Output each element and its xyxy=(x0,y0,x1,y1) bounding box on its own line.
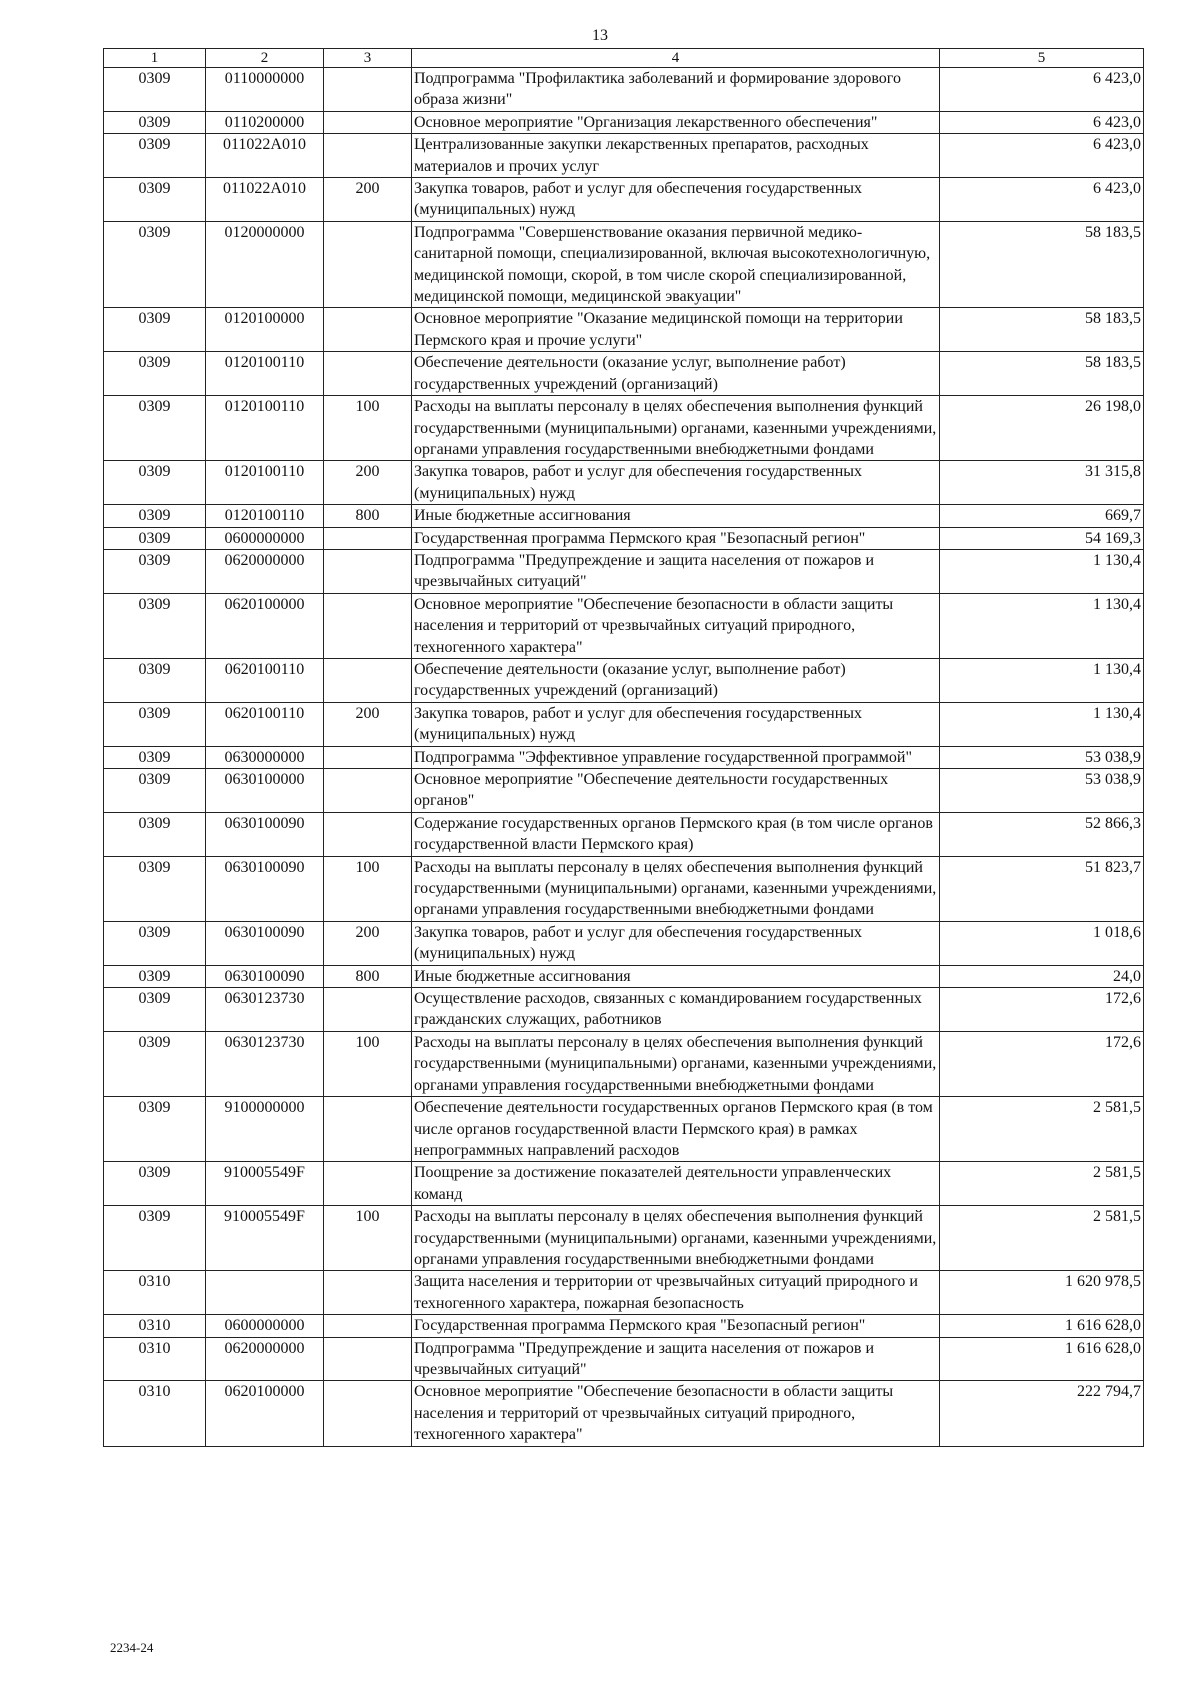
item-name-cell: Основное мероприятие "Обеспечение безопасности в области защиты населения и территорий от чрезвычайных ситуаций природного, техногенного характера" xyxy=(412,593,940,658)
section-code-cell: 0309 xyxy=(104,461,206,505)
item-name-cell: Закупка товаров, работ и услуг для обеспечения государственных (муниципальных) нужд xyxy=(412,461,940,505)
expense-type-cell: 100 xyxy=(324,396,412,461)
amount-cell: 2 581,5 xyxy=(940,1162,1144,1206)
target-code-cell: 0120100000 xyxy=(206,308,324,352)
expense-type-cell xyxy=(324,68,412,112)
item-name-cell: Расходы на выплаты персоналу в целях обеспечения выполнения функций государственными (муниципальными) органами, казенными учреждениями, органами управления государственными внебюджетными фондами xyxy=(412,1031,940,1096)
expense-type-cell xyxy=(324,111,412,133)
target-code-cell: 0620000000 xyxy=(206,1337,324,1381)
table-row xyxy=(104,1337,1144,1381)
expense-type-cell xyxy=(324,1315,412,1337)
amount-cell: 172,6 xyxy=(940,988,1144,1032)
section-code-cell: 0309 xyxy=(104,702,206,746)
page-number: 13 xyxy=(592,27,608,44)
section-code-cell: 0309 xyxy=(104,178,206,222)
item-name-cell: Защита населения и территории от чрезвычайных ситуаций природного и техногенного характера, пожарная безопасность xyxy=(412,1271,940,1315)
section-code-cell: 0309 xyxy=(104,68,206,112)
item-name-cell: Иные бюджетные ассигнования xyxy=(412,505,940,527)
expense-type-cell: 100 xyxy=(324,856,412,921)
expense-type-cell: 800 xyxy=(324,965,412,987)
amount-cell: 24,0 xyxy=(940,965,1144,987)
table-row xyxy=(104,461,1144,505)
column-header-target: 2 xyxy=(206,49,324,68)
expense-type-cell xyxy=(324,593,412,658)
table-row xyxy=(104,1315,1144,1337)
target-code-cell: 910005549F xyxy=(206,1206,324,1271)
expense-type-cell xyxy=(324,221,412,308)
target-code-cell: 0120000000 xyxy=(206,221,324,308)
item-name-cell: Закупка товаров, работ и услуг для обеспечения государственных (муниципальных) нужд xyxy=(412,702,940,746)
target-code-cell: 0620100110 xyxy=(206,702,324,746)
amount-cell: 1 130,4 xyxy=(940,549,1144,593)
amount-cell: 6 423,0 xyxy=(940,111,1144,133)
target-code-cell: 0630123730 xyxy=(206,1031,324,1096)
section-code-cell: 0309 xyxy=(104,856,206,921)
table-row xyxy=(104,746,1144,768)
item-name-cell: Обеспечение деятельности (оказание услуг, выполнение работ) государственных учреждений (организаций) xyxy=(412,352,940,396)
amount-cell: 1 616 628,0 xyxy=(940,1315,1144,1337)
expense-type-cell xyxy=(324,549,412,593)
expense-type-cell xyxy=(324,308,412,352)
target-code-cell: 0630100000 xyxy=(206,769,324,813)
amount-cell: 6 423,0 xyxy=(940,134,1144,178)
item-name-cell: Подпрограмма "Предупреждение и защита населения от пожаров и чрезвычайных ситуаций" xyxy=(412,1337,940,1381)
table-row xyxy=(104,1381,1144,1446)
item-name-cell: Расходы на выплаты персоналу в целях обеспечения выполнения функций государственными (муниципальными) органами, казенными учреждениями, органами управления государственными внебюджетными фондами xyxy=(412,856,940,921)
table-row xyxy=(104,527,1144,549)
section-code-cell: 0310 xyxy=(104,1271,206,1315)
target-code-cell: 0120100110 xyxy=(206,505,324,527)
table-header-row xyxy=(104,49,1144,68)
section-code-cell: 0309 xyxy=(104,965,206,987)
section-code-cell: 0309 xyxy=(104,921,206,965)
expense-type-cell xyxy=(324,746,412,768)
table-row xyxy=(104,111,1144,133)
item-name-cell: Иные бюджетные ассигнования xyxy=(412,965,940,987)
section-code-cell: 0310 xyxy=(104,1381,206,1446)
table-row xyxy=(104,658,1144,702)
amount-cell: 2 581,5 xyxy=(940,1097,1144,1162)
item-name-cell: Основное мероприятие "Обеспечение деятельности государственных органов" xyxy=(412,769,940,813)
amount-cell: 26 198,0 xyxy=(940,396,1144,461)
amount-cell: 58 183,5 xyxy=(940,221,1144,308)
item-name-cell: Централизованные закупки лекарственных препаратов, расходных материалов и прочих услуг xyxy=(412,134,940,178)
item-name-cell: Расходы на выплаты персоналу в целях обеспечения выполнения функций государственными (муниципальными) органами, казенными учреждениями, органами управления государственными внебюджетными фондами xyxy=(412,396,940,461)
expense-type-cell: 100 xyxy=(324,1206,412,1271)
amount-cell: 172,6 xyxy=(940,1031,1144,1096)
table-row xyxy=(104,1271,1144,1315)
table-row xyxy=(104,549,1144,593)
amount-cell: 58 183,5 xyxy=(940,352,1144,396)
table-row xyxy=(104,593,1144,658)
expense-type-cell: 100 xyxy=(324,1031,412,1096)
section-code-cell: 0309 xyxy=(104,988,206,1032)
column-header-expense-type: 3 xyxy=(324,49,412,68)
target-code-cell: 910005549F xyxy=(206,1162,324,1206)
amount-cell: 2 581,5 xyxy=(940,1206,1144,1271)
target-code-cell: 0620100110 xyxy=(206,658,324,702)
amount-cell: 222 794,7 xyxy=(940,1381,1144,1446)
item-name-cell: Подпрограмма "Эффективное управление государственной программой" xyxy=(412,746,940,768)
target-code-cell: 0630100090 xyxy=(206,812,324,856)
section-code-cell: 0309 xyxy=(104,1097,206,1162)
target-code-cell: 9100000000 xyxy=(206,1097,324,1162)
amount-cell: 53 038,9 xyxy=(940,769,1144,813)
target-code-cell: 0600000000 xyxy=(206,1315,324,1337)
table-row xyxy=(104,812,1144,856)
table-row xyxy=(104,505,1144,527)
target-code-cell: 0110200000 xyxy=(206,111,324,133)
target-code-cell xyxy=(206,1271,324,1315)
expense-type-cell xyxy=(324,1271,412,1315)
section-code-cell: 0309 xyxy=(104,812,206,856)
table-row xyxy=(104,308,1144,352)
section-code-cell: 0309 xyxy=(104,746,206,768)
amount-cell: 6 423,0 xyxy=(940,68,1144,112)
section-code-cell: 0309 xyxy=(104,1031,206,1096)
item-name-cell: Поощрение за достижение показателей деятельности управленческих команд xyxy=(412,1162,940,1206)
table-row xyxy=(104,769,1144,813)
column-header-amount: 5 xyxy=(940,49,1144,68)
section-code-cell: 0309 xyxy=(104,1162,206,1206)
item-name-cell: Осуществление расходов, связанных с командированием государственных гражданских служащих, работников xyxy=(412,988,940,1032)
amount-cell: 1 620 978,5 xyxy=(940,1271,1144,1315)
table-row xyxy=(104,856,1144,921)
section-code-cell: 0309 xyxy=(104,658,206,702)
column-header-name: 4 xyxy=(412,49,940,68)
table-row xyxy=(104,352,1144,396)
item-name-cell: Содержание государственных органов Пермского края (в том числе органов государственной власти Пермского края) xyxy=(412,812,940,856)
item-name-cell: Основное мероприятие "Обеспечение безопасности в области защиты населения и территорий от чрезвычайных ситуаций природного, техногенного характера" xyxy=(412,1381,940,1446)
column-header-section: 1 xyxy=(104,49,206,68)
section-code-cell: 0309 xyxy=(104,549,206,593)
expense-type-cell xyxy=(324,352,412,396)
document-code: 2234-24 xyxy=(110,1640,154,1655)
table-row xyxy=(104,68,1144,112)
target-code-cell: 0630100090 xyxy=(206,921,324,965)
target-code-cell: 0630100090 xyxy=(206,965,324,987)
expense-type-cell xyxy=(324,812,412,856)
table-row xyxy=(104,178,1144,222)
target-code-cell: 0630100090 xyxy=(206,856,324,921)
amount-cell: 6 423,0 xyxy=(940,178,1144,222)
expense-type-cell xyxy=(324,1097,412,1162)
item-name-cell: Основное мероприятие "Организация лекарственного обеспечения" xyxy=(412,111,940,133)
item-name-cell: Закупка товаров, работ и услуг для обеспечения государственных (муниципальных) нужд xyxy=(412,178,940,222)
section-code-cell: 0309 xyxy=(104,505,206,527)
amount-cell: 54 169,3 xyxy=(940,527,1144,549)
table-body xyxy=(104,68,1144,1447)
target-code-cell: 0620000000 xyxy=(206,549,324,593)
expense-type-cell: 200 xyxy=(324,921,412,965)
item-name-cell: Государственная программа Пермского края "Безопасный регион" xyxy=(412,527,940,549)
expense-type-cell xyxy=(324,1337,412,1381)
amount-cell: 1 130,4 xyxy=(940,593,1144,658)
amount-cell: 52 866,3 xyxy=(940,812,1144,856)
item-name-cell: Подпрограмма "Совершенствование оказания первичной медико-санитарной помощи, специализированной, включая высокотехнологичную, медицинской помощи, скорой, в том числе скорой специализированной, медицинской помощи, медицинской эвакуации" xyxy=(412,221,940,308)
item-name-cell: Подпрограмма "Предупреждение и защита населения от пожаров и чрезвычайных ситуаций" xyxy=(412,549,940,593)
section-code-cell: 0309 xyxy=(104,593,206,658)
section-code-cell: 0309 xyxy=(104,111,206,133)
expense-type-cell: 200 xyxy=(324,702,412,746)
section-code-cell: 0309 xyxy=(104,1206,206,1271)
target-code-cell: 0630000000 xyxy=(206,746,324,768)
table-row xyxy=(104,1097,1144,1162)
target-code-cell: 0120100110 xyxy=(206,352,324,396)
item-name-cell: Государственная программа Пермского края "Безопасный регион" xyxy=(412,1315,940,1337)
item-name-cell: Расходы на выплаты персоналу в целях обеспечения выполнения функций государственными (муниципальными) органами, казенными учреждениями, органами управления государственными внебюджетными фондами xyxy=(412,1206,940,1271)
item-name-cell: Основное мероприятие "Оказание медицинской помощи на территории Пермского края и прочие услуги" xyxy=(412,308,940,352)
amount-cell: 51 823,7 xyxy=(940,856,1144,921)
amount-cell: 53 038,9 xyxy=(940,746,1144,768)
amount-cell: 1 130,4 xyxy=(940,658,1144,702)
target-code-cell: 0120100110 xyxy=(206,396,324,461)
section-code-cell: 0309 xyxy=(104,396,206,461)
table-row xyxy=(104,1031,1144,1096)
section-code-cell: 0310 xyxy=(104,1315,206,1337)
section-code-cell: 0309 xyxy=(104,352,206,396)
amount-cell: 1 616 628,0 xyxy=(940,1337,1144,1381)
table-row xyxy=(104,988,1144,1032)
expense-type-cell xyxy=(324,527,412,549)
table-row xyxy=(104,1206,1144,1271)
target-code-cell: 0630123730 xyxy=(206,988,324,1032)
expense-type-cell xyxy=(324,658,412,702)
amount-cell: 1 130,4 xyxy=(940,702,1144,746)
item-name-cell: Обеспечение деятельности (оказание услуг, выполнение работ) государственных учреждений (организаций) xyxy=(412,658,940,702)
expense-type-cell xyxy=(324,1162,412,1206)
table-row xyxy=(104,396,1144,461)
table-row xyxy=(104,1162,1144,1206)
budget-table xyxy=(103,48,1144,1447)
section-code-cell: 0309 xyxy=(104,134,206,178)
expense-type-cell: 800 xyxy=(324,505,412,527)
target-code-cell: 0110000000 xyxy=(206,68,324,112)
item-name-cell: Обеспечение деятельности государственных органов Пермского края (в том числе органов государственной власти Пермского края) в рамках непрограммных направлений расходов xyxy=(412,1097,940,1162)
table-row xyxy=(104,134,1144,178)
amount-cell: 31 315,8 xyxy=(940,461,1144,505)
table-row xyxy=(104,221,1144,308)
expense-type-cell: 200 xyxy=(324,461,412,505)
target-code-cell: 0600000000 xyxy=(206,527,324,549)
section-code-cell: 0309 xyxy=(104,769,206,813)
expense-type-cell xyxy=(324,134,412,178)
expense-type-cell xyxy=(324,1381,412,1446)
table-header xyxy=(104,49,1144,68)
item-name-cell: Закупка товаров, работ и услуг для обеспечения государственных (муниципальных) нужд xyxy=(412,921,940,965)
section-code-cell: 0310 xyxy=(104,1337,206,1381)
section-code-cell: 0309 xyxy=(104,527,206,549)
target-code-cell: 0620100000 xyxy=(206,1381,324,1446)
amount-cell: 58 183,5 xyxy=(940,308,1144,352)
expense-type-cell xyxy=(324,769,412,813)
section-code-cell: 0309 xyxy=(104,308,206,352)
expense-type-cell xyxy=(324,988,412,1032)
table-row xyxy=(104,921,1144,965)
section-code-cell: 0309 xyxy=(104,221,206,308)
target-code-cell: 0620100000 xyxy=(206,593,324,658)
expense-type-cell: 200 xyxy=(324,178,412,222)
item-name-cell: Подпрограмма "Профилактика заболеваний и формирование здорового образа жизни" xyxy=(412,68,940,112)
target-code-cell: 011022А010 xyxy=(206,134,324,178)
amount-cell: 1 018,6 xyxy=(940,921,1144,965)
table-row xyxy=(104,702,1144,746)
target-code-cell: 0120100110 xyxy=(206,461,324,505)
target-code-cell: 011022А010 xyxy=(206,178,324,222)
amount-cell: 669,7 xyxy=(940,505,1144,527)
table-row xyxy=(104,965,1144,987)
